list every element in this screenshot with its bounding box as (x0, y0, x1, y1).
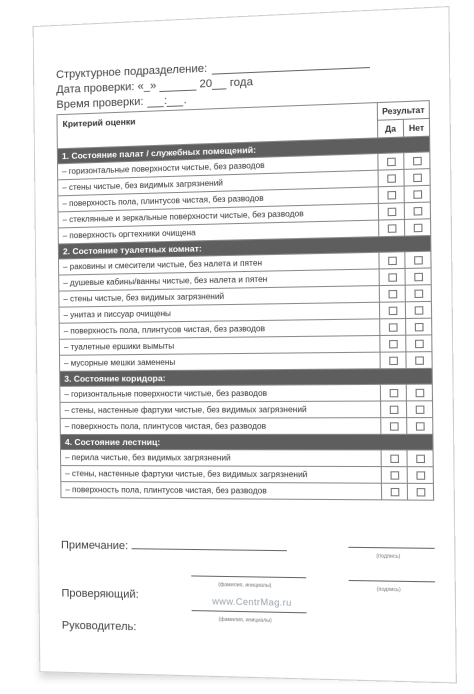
criterion-text: – поверхность пола, плинтусов чистая, без разводов (60, 418, 381, 435)
criterion-text: – горизонтальные поверхности чистые, без разводов (58, 154, 379, 180)
manager-label: Руководитель: (61, 619, 137, 634)
no-checkbox[interactable] (414, 323, 423, 331)
no-checkbox[interactable] (416, 471, 425, 479)
no-cell (405, 301, 431, 318)
note-signature-caption: (подпись) (376, 553, 401, 560)
table-row (61, 482, 434, 501)
no-cell (404, 219, 430, 236)
date-label: Дата проверки: « (56, 80, 144, 97)
department-label: Структурное подразделение: (56, 62, 208, 82)
no-checkbox[interactable] (412, 157, 421, 166)
inspector-label: Проверяющий: (61, 587, 139, 601)
no-cell (406, 335, 432, 352)
yes-checkbox[interactable] (388, 290, 397, 298)
checklist-body (57, 136, 433, 500)
no-cell (407, 450, 433, 467)
section-title: 2. Состояние туалетных комнат: (58, 236, 431, 260)
yes-cell (381, 450, 407, 467)
criterion-text: – поверхность пола, плинтусов чистая, без разводов (61, 482, 382, 500)
yes-cell (378, 203, 404, 220)
no-cell (405, 251, 431, 268)
yes-checkbox[interactable] (389, 340, 398, 348)
yes-cell (379, 219, 405, 236)
no-cell (404, 202, 430, 219)
criterion-text: – поверхность оргтехники очищена (58, 220, 379, 244)
yes-cell (379, 302, 405, 319)
note-extra-sign-line[interactable] (349, 580, 435, 582)
no-checkbox[interactable] (413, 224, 422, 233)
yes-checkbox[interactable] (387, 191, 396, 200)
criterion-text: – туалетные ершики вымыты (59, 335, 380, 355)
no-header: Нет (403, 118, 429, 137)
no-cell (406, 384, 432, 401)
no-checkbox[interactable] (416, 488, 425, 496)
result-header: Результат (377, 101, 429, 121)
no-cell (406, 401, 432, 418)
checklist-table (56, 100, 434, 501)
section-row (60, 434, 433, 450)
date-year-prefix: 20 (199, 77, 213, 91)
no-cell (406, 352, 432, 369)
yes-cell (380, 352, 406, 369)
no-checkbox[interactable] (415, 422, 424, 430)
criterion-text: – стены, настенные фартуки чистые, без видимых загрязнений (60, 401, 381, 418)
no-checkbox[interactable] (415, 389, 424, 397)
time-end: . (183, 94, 187, 107)
no-checkbox[interactable] (413, 190, 422, 199)
yes-cell (380, 319, 406, 336)
table-row (60, 384, 433, 402)
yes-cell (380, 335, 406, 352)
yes-cell (379, 285, 405, 302)
no-checkbox[interactable] (416, 455, 425, 463)
section-title: 1. Состояние палат / служебных помещений: (57, 136, 429, 164)
criterion-text: – поверхность пола, плинтусов чистая, без разводов (59, 319, 380, 339)
criterion-text: – стены чистые, без видимых загрязнений (59, 286, 380, 308)
yes-cell (379, 268, 405, 285)
inspector-name-line[interactable] (192, 610, 307, 613)
criterion-text: – перила чистые, без видимых загрязнений (60, 450, 381, 467)
yes-checkbox[interactable] (390, 488, 399, 496)
table-row (60, 450, 433, 467)
no-cell (407, 483, 433, 500)
yes-checkbox[interactable] (387, 174, 396, 183)
no-cell (407, 418, 433, 435)
no-cell (404, 169, 430, 186)
no-checkbox[interactable] (414, 340, 423, 348)
note-signature-line[interactable] (348, 547, 434, 549)
criterion-text: – стены чистые, без видимых загрязнений (58, 170, 379, 196)
criterion-text: – унитаз и писсуар очищены (59, 302, 380, 323)
no-checkbox[interactable] (415, 405, 424, 413)
yes-cell (381, 467, 407, 484)
yes-checkbox[interactable] (389, 406, 398, 414)
date-day-field[interactable]: _ (143, 80, 151, 93)
criterion-text: – раковины и смесители чистые, без налета и пятен (58, 252, 379, 275)
watermark: www.CentrMag.ru (212, 596, 292, 608)
no-checkbox[interactable] (413, 207, 422, 216)
yes-checkbox[interactable] (390, 471, 399, 479)
no-checkbox[interactable] (414, 289, 423, 297)
yes-checkbox[interactable] (387, 224, 396, 233)
yes-header: Да (378, 119, 404, 138)
note-label: Примечание: (60, 539, 129, 553)
no-cell (407, 467, 433, 484)
criteria-header: Критерий оценки (57, 103, 378, 149)
yes-checkbox[interactable] (388, 307, 397, 315)
no-checkbox[interactable] (413, 173, 422, 182)
yes-cell (378, 153, 404, 170)
criterion-text: – стеклянные и зеркальные поверхности чистые, без разводов (58, 203, 379, 228)
time-separator: : (163, 94, 168, 108)
note-field[interactable] (132, 548, 287, 551)
criterion-text: – стены, настенные фартуки чистые, без видимых загрязнений (61, 466, 382, 484)
no-cell (406, 318, 432, 335)
table-row (61, 466, 434, 484)
yes-checkbox[interactable] (390, 455, 399, 463)
note-extra-line[interactable] (191, 575, 306, 578)
time-label: Время проверки: (56, 95, 144, 112)
yes-cell (381, 483, 407, 500)
no-checkbox[interactable] (414, 306, 423, 314)
yes-cell (380, 384, 406, 401)
no-cell (404, 185, 430, 202)
section-title: 4. Состояние лестниц: (60, 434, 433, 450)
note-name-caption: (фамилия, инициалы) (218, 581, 272, 590)
criterion-text: – мусорные мешки заменены (60, 352, 381, 371)
yes-cell (381, 401, 407, 418)
yes-cell (381, 418, 407, 435)
table-row (60, 418, 433, 435)
yes-checkbox[interactable] (389, 422, 398, 430)
no-cell (405, 268, 431, 285)
yes-cell (378, 169, 404, 186)
yes-checkbox[interactable] (388, 273, 397, 281)
no-checkbox[interactable] (414, 256, 423, 265)
yes-checkbox[interactable] (387, 158, 396, 167)
yes-checkbox[interactable] (389, 357, 398, 365)
time-minutes-field[interactable] (167, 105, 183, 107)
document-page (33, 6, 457, 683)
yes-cell (379, 252, 405, 269)
note-extra-sign-caption: (подпись) (376, 586, 401, 594)
no-cell (404, 152, 430, 170)
time-hours-field[interactable] (148, 106, 164, 108)
yes-cell (378, 186, 404, 203)
criterion-text: – горизонтальные поверхности чистые, без разводов (60, 384, 381, 402)
no-checkbox[interactable] (415, 356, 424, 364)
yes-checkbox[interactable] (388, 257, 397, 266)
date-year-suffix: года (229, 76, 253, 90)
yes-checkbox[interactable] (388, 323, 397, 331)
date-close-quote: » (149, 80, 157, 93)
criterion-text: – поверхность пола, плинтусов чистая, без разводов (58, 187, 379, 212)
yes-checkbox[interactable] (389, 389, 398, 397)
section-title: 3. Состояние коридора: (60, 368, 433, 386)
criterion-text: – душевые кабины/ванны чистые, без налета и пятен (59, 269, 380, 291)
no-checkbox[interactable] (414, 273, 423, 282)
inspector-name-caption: (фамилия, инициалы) (218, 616, 272, 624)
yes-checkbox[interactable] (387, 208, 396, 217)
table-row (60, 401, 433, 419)
no-cell (405, 285, 431, 302)
